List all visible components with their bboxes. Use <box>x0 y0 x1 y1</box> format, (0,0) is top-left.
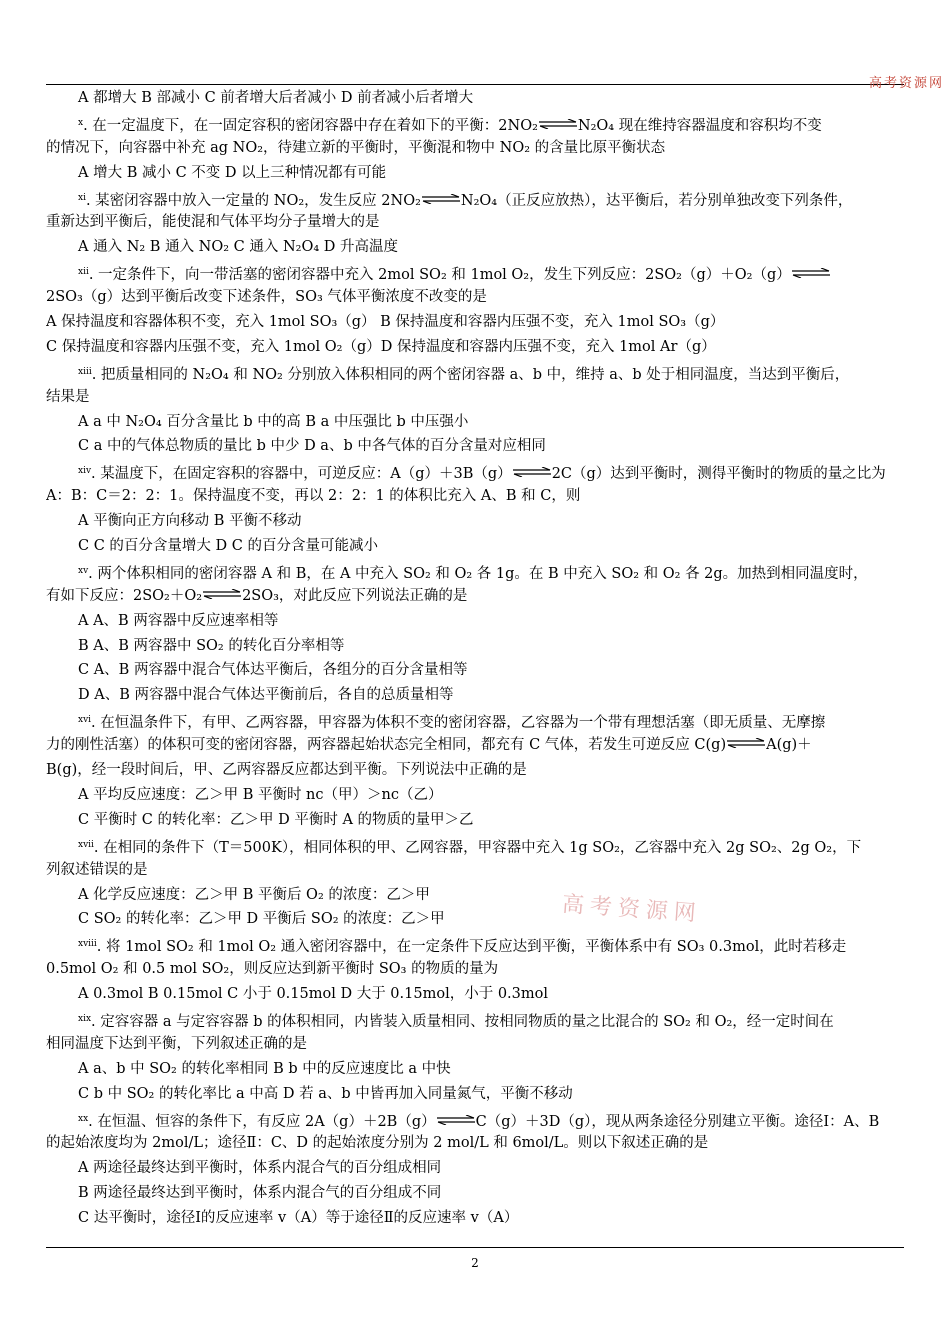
q13-stem-line1: $^{xiii}$. 把质量相同的 N₂O₄ 和 NO₂ 分别放入体积相同的两个密闭容器 a、b 中，维持 a、b 处于相同温度，当达到平衡后， <box>78 366 850 383</box>
q15-stem-line2: 有如下反应：2SO₂＋O₂ 2SO₃，对此反应下列说法正确的是 <box>46 587 468 604</box>
q12-options-ab: A 保持温度和容器体积不变，充入 1mol SO₃（g） B 保持温度和容器内压强不变，充入 1mol SO₃（g） <box>46 314 725 331</box>
q16-stem-line1: $^{xvi}$. 在恒温条件下，有甲、乙两容器，甲容器为体积不变的密闭容器，乙容器为一个带有理想活塞（即无质量、无摩擦 <box>78 715 826 732</box>
q16-options-cd: C 平衡时 C 的转化率：乙＞甲 D 平衡时 A 的物质的量甲＞乙 <box>78 811 474 828</box>
equilibrium-arrow-icon <box>791 268 831 278</box>
q12-stem-line1: $^{xii}$. 一定条件下，向一带活塞的密闭容器中充入 2mol SO₂ 和 1mol O₂，发生下列反应：2SO₂（g）＋O₂（g） <box>46 260 906 285</box>
q13-options-cd: C a 中的气体总物质的量比 b 中少 D a、b 中各气体的百分含量对应相同 <box>78 438 546 455</box>
equilibrium-arrow-icon <box>436 1115 476 1125</box>
q13-options-ab: A a 中 N₂O₄ 百分含量比 b 中的高 B a 中压强比 b 中压强小 <box>78 413 469 430</box>
q18-options: A 0.3mol B 0.15mol C 小于 0.15mol D 大于 0.15mol，小于 0.3mol <box>78 986 548 1003</box>
q18-stem-line1: $^{xviii}$. 将 1mol SO₂ 和 1mol O₂ 通入密闭容器中，在一定条件下反应达到平衡，平衡体系中有 SO₃ 0.3mol，此时若移走 <box>78 939 847 956</box>
site-logo: 高考资源网 <box>868 76 944 91</box>
equilibrium-arrow-icon <box>421 194 461 204</box>
q15-stem-line1: $^{xv}$. 两个体积相同的密闭容器 A 和 B，在 A 中充入 SO₂ 和 O₂ 各 1g。在 B 中充入 SO₂ 和 O₂ 各 2g。加热到相同温度时， <box>78 565 868 582</box>
q17-stem-line2: 列叙述错误的是 <box>46 861 148 878</box>
q15-option-b: B A、B 两容器中 SO₂ 的转化百分率相等 <box>78 637 345 654</box>
q17-stem-line1: $^{xvii}$. 在相同的条件下（T＝500K），相同体积的甲、乙网容器，甲容器中充入 1g SO₂，乙容器中充入 2g SO₂、2g O₂，下 <box>78 839 862 856</box>
q14-options-cd: C C 的百分含量增大 D C 的百分含量可能减小 <box>78 538 378 555</box>
question-list <box>46 86 906 1231</box>
q10-stem-line2: 的情况下，向容器中补充 ag NO₂，待建立新的平衡时，平衡混和物中 NO₂ 的含量比原平衡状态 <box>46 139 666 156</box>
q9-options: A 都增大 B 部减小 C 前者增大后者减小 D 前者减小后者增大 <box>78 90 474 106</box>
q14-stem-line2: A：B：C＝2：2：1。保持温度不变，再以 2：2：1 的体积比充入 A、B 和 C，则 <box>46 488 581 505</box>
q19-options-ab: A a、b 中 SO₂ 的转化率相同 B b 中的反应速度比 a 中快 <box>78 1060 451 1077</box>
q20-option-a: A 两途径最终达到平衡时，体系内混合气的百分组成相同 <box>78 1160 442 1177</box>
q13-stem-line2: 结果是 <box>46 388 90 405</box>
q17-options-ab: A 化学反应速度：乙＞甲 B 平衡后 O₂ 的浓度：乙＞甲 <box>78 886 430 903</box>
q15-option-a: A A、B 两容器中反应速率相等 <box>78 612 279 629</box>
q20-option-c: C 达平衡时，途径Ⅰ的反应速率 v（A）等于途径Ⅱ的反应速率 v（A） <box>78 1210 519 1227</box>
q16-stem-line2: 力的刚性活塞）的体积可变的密闭容器，两容器起始状态完全相同，都充有 C 气体，若发生可逆反应 C(g) A(g)＋ <box>46 737 812 754</box>
q11-stem-line1: $^{xi}$. 某密闭容器中放入一定量的 NO₂，发生反应 2NO₂ N₂O₄（正反应放热），达平衡后，若分别单独改变下列条件， <box>78 192 853 209</box>
q10-options: A 增大 B 减小 C 不变 D 以上三种情况都有可能 <box>78 164 387 181</box>
q16-stem-line3: B(g)，经一段时间后，甲、乙两容器反应都达到平衡。下列说法中正确的是 <box>46 762 527 779</box>
equilibrium-arrow-icon <box>538 119 578 129</box>
q10-stem-line1: $^x$. 在一定温度下，在一固定容积的密闭容器中存在着如下的平衡：2NO₂ N₂O₄ 现在维持容器温度和容积均不变 <box>78 117 822 134</box>
watermark: 高考资源网 <box>561 892 703 927</box>
q18-stem-line2: 0.5mol O₂ 和 0.5 mol SO₂，则反应达到新平衡时 SO₃ 的物质的量为 <box>46 961 499 978</box>
equilibrium-arrow-icon <box>512 467 552 477</box>
q11-options: A 通入 N₂ B 通入 NO₂ C 通入 N₂O₄ D 升高温度 <box>78 239 399 256</box>
q10-num: x <box>78 117 84 128</box>
q19-stem-line2: 相同温度下达到平衡，下列叙述正确的是 <box>46 1035 307 1052</box>
q12-stem-line2: 2SO₃（g）达到平衡后改变下述条件，SO₃ 气体平衡浓度不改变的是 <box>46 289 487 306</box>
q12-options-cd: C 保持温度和容器内压强不变，充入 1mol O₂（g）D 保持温度和容器内压强不变，充入 1mol Ar（g） <box>46 338 716 355</box>
equilibrium-arrow-icon <box>726 738 766 748</box>
page-number: 2 <box>471 1256 479 1270</box>
q14-stem-line1: $^{xiv}$. 某温度下，在固定容积的容器中，可逆反应：A（g）＋3B（g） 2C（g）达到平衡时，测得平衡时的物质的量之比为 <box>78 466 886 483</box>
q14-options-ab: A 平衡向正方向移动 B 平衡不移动 <box>78 513 302 530</box>
q19-stem-line1: $^{xix}$. 定容容器 a 与定容容器 b 的体积相同，内皆装入质量相同、按相同物质的量之比混合的 SO₂ 和 O₂，经一定时间在 <box>78 1013 834 1030</box>
header-rule <box>46 84 904 85</box>
q17-options-cd: C SO₂ 的转化率：乙＞甲 D 平衡后 SO₂ 的浓度：乙＞甲 <box>78 911 445 928</box>
q15-option-d: D A、B 两容器中混合气体达平衡前后，各自的总质量相等 <box>78 687 454 704</box>
q19-options-cd: C b 中 SO₂ 的转化率比 a 中高 D 若 a、b 中皆再加入同量氮气，平衡不移动 <box>78 1085 573 1102</box>
q11-stem-line2: 重新达到平衡后，能使混和气体平均分子量增大的是 <box>46 214 380 231</box>
q20-stem-line1: $^{xx}$. 在恒温、恒容的条件下，有反应 2A（g）＋2B（g） C（g）＋3D（g），现从两条途径分别建立平衡。途径Ⅰ：A、B <box>78 1113 880 1130</box>
footer-rule <box>46 1247 904 1248</box>
q16-options-ab: A 平均反应速度：乙＞甲 B 平衡时 nc（甲）＞nc（乙） <box>78 786 443 803</box>
q20-option-b: B 两途径最终达到平衡时，体系内混合气的百分组成不同 <box>78 1185 442 1202</box>
equilibrium-arrow-icon <box>202 589 242 599</box>
q15-option-c: C A、B 两容器中混合气体达平衡后，各组分的百分含量相等 <box>78 662 468 679</box>
q20-stem-line2: 的起始浓度均为 2mol/L；途径Ⅱ：C、D 的起始浓度分别为 2 mol/L 和 6mol/L。则以下叙述正确的是 <box>46 1135 709 1152</box>
